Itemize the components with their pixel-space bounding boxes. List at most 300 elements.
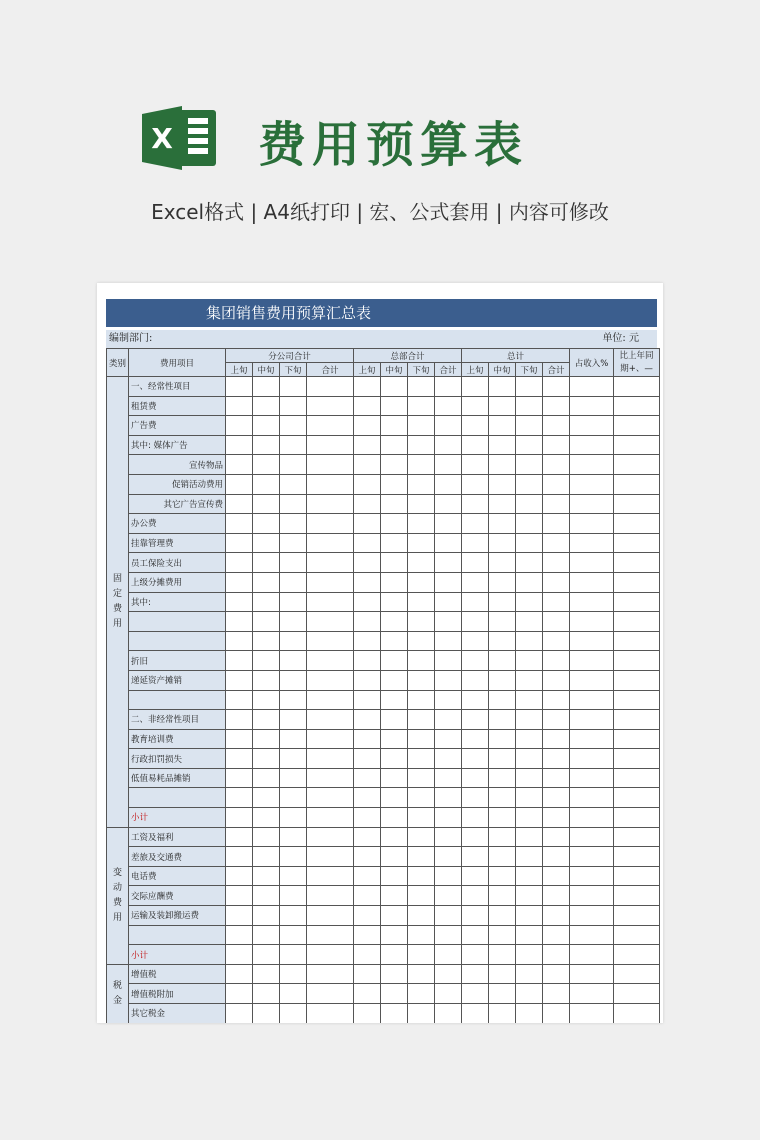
item-cell[interactable]: 租赁费 (129, 396, 226, 416)
value-cell[interactable] (543, 435, 570, 455)
value-cell[interactable] (516, 455, 543, 475)
value-cell[interactable] (516, 945, 543, 965)
value-cell[interactable] (570, 827, 614, 847)
value-cell[interactable] (307, 729, 354, 749)
value-cell[interactable] (516, 651, 543, 671)
value-cell[interactable] (354, 396, 381, 416)
value-cell[interactable] (489, 416, 516, 436)
value-cell[interactable] (462, 768, 489, 788)
value-cell[interactable] (489, 631, 516, 651)
value-cell[interactable] (354, 435, 381, 455)
value-cell[interactable] (226, 474, 253, 494)
value-cell[interactable] (614, 964, 660, 984)
value-cell[interactable] (307, 808, 354, 828)
value-cell[interactable] (307, 984, 354, 1004)
item-cell[interactable]: 差旅及交通费 (129, 847, 226, 867)
value-cell[interactable] (253, 553, 280, 573)
value-cell[interactable] (408, 906, 435, 926)
value-cell[interactable] (489, 1004, 516, 1024)
value-cell[interactable] (381, 651, 408, 671)
value-cell[interactable] (381, 416, 408, 436)
value-cell[interactable] (381, 1004, 408, 1024)
item-cell[interactable]: 促销活动费用 (129, 474, 226, 494)
value-cell[interactable] (381, 455, 408, 475)
value-cell[interactable] (516, 377, 543, 397)
value-cell[interactable] (435, 964, 462, 984)
value-cell[interactable] (381, 553, 408, 573)
value-cell[interactable] (307, 455, 354, 475)
value-cell[interactable] (354, 906, 381, 926)
value-cell[interactable] (570, 690, 614, 710)
value-cell[interactable] (614, 435, 660, 455)
value-cell[interactable] (354, 964, 381, 984)
value-cell[interactable] (570, 670, 614, 690)
value-cell[interactable] (226, 690, 253, 710)
value-cell[interactable] (280, 494, 307, 514)
value-cell[interactable] (435, 572, 462, 592)
value-cell[interactable] (614, 847, 660, 867)
value-cell[interactable] (462, 377, 489, 397)
value-cell[interactable] (543, 670, 570, 690)
value-cell[interactable] (253, 925, 280, 945)
value-cell[interactable] (570, 435, 614, 455)
value-cell[interactable] (516, 827, 543, 847)
value-cell[interactable] (435, 592, 462, 612)
value-cell[interactable] (381, 925, 408, 945)
value-cell[interactable] (489, 808, 516, 828)
value-cell[interactable] (354, 377, 381, 397)
value-cell[interactable] (570, 788, 614, 808)
value-cell[interactable] (435, 455, 462, 475)
value-cell[interactable] (408, 377, 435, 397)
value-cell[interactable] (381, 729, 408, 749)
value-cell[interactable] (253, 768, 280, 788)
value-cell[interactable] (381, 514, 408, 534)
value-cell[interactable] (489, 612, 516, 632)
value-cell[interactable] (226, 651, 253, 671)
value-cell[interactable] (253, 827, 280, 847)
value-cell[interactable] (570, 631, 614, 651)
value-cell[interactable] (614, 808, 660, 828)
value-cell[interactable] (489, 729, 516, 749)
value-cell[interactable] (489, 533, 516, 553)
item-cell[interactable]: 折旧 (129, 651, 226, 671)
item-cell[interactable] (129, 612, 226, 632)
value-cell[interactable] (543, 514, 570, 534)
value-cell[interactable] (489, 847, 516, 867)
value-cell[interactable] (408, 690, 435, 710)
value-cell[interactable] (253, 964, 280, 984)
value-cell[interactable] (435, 729, 462, 749)
value-cell[interactable] (489, 749, 516, 769)
value-cell[interactable] (462, 847, 489, 867)
value-cell[interactable] (462, 670, 489, 690)
value-cell[interactable] (516, 396, 543, 416)
value-cell[interactable] (226, 749, 253, 769)
value-cell[interactable] (489, 827, 516, 847)
value-cell[interactable] (253, 494, 280, 514)
value-cell[interactable] (253, 749, 280, 769)
value-cell[interactable] (543, 572, 570, 592)
value-cell[interactable] (381, 984, 408, 1004)
value-cell[interactable] (614, 945, 660, 965)
value-cell[interactable] (381, 592, 408, 612)
value-cell[interactable] (307, 710, 354, 730)
value-cell[interactable] (226, 964, 253, 984)
value-cell[interactable] (253, 729, 280, 749)
value-cell[interactable] (614, 592, 660, 612)
value-cell[interactable] (381, 494, 408, 514)
value-cell[interactable] (226, 533, 253, 553)
value-cell[interactable] (435, 847, 462, 867)
value-cell[interactable] (253, 984, 280, 1004)
value-cell[interactable] (489, 945, 516, 965)
value-cell[interactable] (381, 631, 408, 651)
value-cell[interactable] (516, 670, 543, 690)
value-cell[interactable] (253, 670, 280, 690)
value-cell[interactable] (543, 592, 570, 612)
value-cell[interactable] (307, 866, 354, 886)
value-cell[interactable] (516, 474, 543, 494)
value-cell[interactable] (354, 612, 381, 632)
value-cell[interactable] (226, 553, 253, 573)
value-cell[interactable] (354, 631, 381, 651)
value-cell[interactable] (489, 553, 516, 573)
value-cell[interactable] (408, 729, 435, 749)
value-cell[interactable] (543, 710, 570, 730)
value-cell[interactable] (226, 670, 253, 690)
value-cell[interactable] (543, 886, 570, 906)
value-cell[interactable] (462, 886, 489, 906)
value-cell[interactable] (543, 906, 570, 926)
value-cell[interactable] (307, 651, 354, 671)
value-cell[interactable] (408, 984, 435, 1004)
value-cell[interactable] (462, 945, 489, 965)
value-cell[interactable] (570, 494, 614, 514)
value-cell[interactable] (253, 377, 280, 397)
value-cell[interactable] (543, 553, 570, 573)
value-cell[interactable] (408, 925, 435, 945)
value-cell[interactable] (489, 788, 516, 808)
value-cell[interactable] (614, 925, 660, 945)
value-cell[interactable] (435, 631, 462, 651)
value-cell[interactable] (435, 886, 462, 906)
value-cell[interactable] (280, 651, 307, 671)
item-cell[interactable]: 电话费 (129, 866, 226, 886)
item-cell[interactable]: 其它税金 (129, 1004, 226, 1024)
value-cell[interactable] (543, 788, 570, 808)
value-cell[interactable] (570, 925, 614, 945)
value-cell[interactable] (253, 572, 280, 592)
value-cell[interactable] (570, 710, 614, 730)
value-cell[interactable] (354, 866, 381, 886)
item-cell[interactable]: 广告费 (129, 416, 226, 436)
value-cell[interactable] (435, 514, 462, 534)
value-cell[interactable] (354, 729, 381, 749)
value-cell[interactable] (354, 553, 381, 573)
value-cell[interactable] (381, 435, 408, 455)
value-cell[interactable] (570, 553, 614, 573)
value-cell[interactable] (462, 690, 489, 710)
value-cell[interactable] (614, 729, 660, 749)
value-cell[interactable] (543, 925, 570, 945)
value-cell[interactable] (354, 690, 381, 710)
value-cell[interactable] (462, 788, 489, 808)
value-cell[interactable] (280, 690, 307, 710)
value-cell[interactable] (354, 455, 381, 475)
item-cell[interactable]: 递延资产摊销 (129, 670, 226, 690)
value-cell[interactable] (435, 827, 462, 847)
value-cell[interactable] (462, 710, 489, 730)
value-cell[interactable] (354, 925, 381, 945)
value-cell[interactable] (543, 729, 570, 749)
value-cell[interactable] (614, 768, 660, 788)
value-cell[interactable] (307, 925, 354, 945)
value-cell[interactable] (253, 808, 280, 828)
value-cell[interactable] (253, 906, 280, 926)
value-cell[interactable] (408, 827, 435, 847)
value-cell[interactable] (307, 592, 354, 612)
value-cell[interactable] (381, 788, 408, 808)
value-cell[interactable] (543, 984, 570, 1004)
value-cell[interactable] (570, 768, 614, 788)
value-cell[interactable] (435, 553, 462, 573)
value-cell[interactable] (614, 533, 660, 553)
value-cell[interactable] (226, 984, 253, 1004)
value-cell[interactable] (253, 416, 280, 436)
item-cell[interactable]: 运输及装卸搬运费 (129, 906, 226, 926)
value-cell[interactable] (354, 827, 381, 847)
value-cell[interactable] (462, 533, 489, 553)
value-cell[interactable] (462, 474, 489, 494)
value-cell[interactable] (354, 749, 381, 769)
value-cell[interactable] (435, 945, 462, 965)
value-cell[interactable] (614, 612, 660, 632)
value-cell[interactable] (408, 435, 435, 455)
value-cell[interactable] (354, 808, 381, 828)
value-cell[interactable] (614, 984, 660, 1004)
value-cell[interactable] (226, 906, 253, 926)
value-cell[interactable] (543, 866, 570, 886)
value-cell[interactable] (516, 494, 543, 514)
value-cell[interactable] (408, 788, 435, 808)
value-cell[interactable] (435, 749, 462, 769)
value-cell[interactable] (570, 416, 614, 436)
value-cell[interactable] (489, 925, 516, 945)
value-cell[interactable] (253, 533, 280, 553)
value-cell[interactable] (408, 514, 435, 534)
value-cell[interactable] (516, 514, 543, 534)
value-cell[interactable] (543, 1004, 570, 1024)
value-cell[interactable] (489, 494, 516, 514)
value-cell[interactable] (435, 1004, 462, 1024)
value-cell[interactable] (435, 768, 462, 788)
value-cell[interactable] (489, 651, 516, 671)
value-cell[interactable] (408, 651, 435, 671)
value-cell[interactable] (226, 945, 253, 965)
value-cell[interactable] (462, 514, 489, 534)
value-cell[interactable] (381, 710, 408, 730)
value-cell[interactable] (543, 749, 570, 769)
value-cell[interactable] (354, 670, 381, 690)
value-cell[interactable] (280, 866, 307, 886)
value-cell[interactable] (489, 670, 516, 690)
value-cell[interactable] (614, 670, 660, 690)
value-cell[interactable] (354, 514, 381, 534)
value-cell[interactable] (570, 533, 614, 553)
value-cell[interactable] (307, 533, 354, 553)
item-cell[interactable]: 低值易耗品摊销 (129, 768, 226, 788)
value-cell[interactable] (614, 690, 660, 710)
value-cell[interactable] (381, 690, 408, 710)
value-cell[interactable] (280, 612, 307, 632)
value-cell[interactable] (570, 808, 614, 828)
value-cell[interactable] (280, 592, 307, 612)
value-cell[interactable] (226, 729, 253, 749)
value-cell[interactable] (354, 416, 381, 436)
value-cell[interactable] (226, 435, 253, 455)
value-cell[interactable] (408, 572, 435, 592)
value-cell[interactable] (408, 847, 435, 867)
value-cell[interactable] (280, 749, 307, 769)
value-cell[interactable] (307, 494, 354, 514)
value-cell[interactable] (307, 377, 354, 397)
value-cell[interactable] (408, 631, 435, 651)
value-cell[interactable] (489, 866, 516, 886)
value-cell[interactable] (381, 572, 408, 592)
value-cell[interactable] (435, 906, 462, 926)
item-cell[interactable]: 行政扣罚损失 (129, 749, 226, 769)
value-cell[interactable] (354, 768, 381, 788)
value-cell[interactable] (462, 925, 489, 945)
value-cell[interactable] (226, 886, 253, 906)
value-cell[interactable] (307, 396, 354, 416)
item-cell[interactable]: 其它广告宣传费 (129, 494, 226, 514)
value-cell[interactable] (307, 670, 354, 690)
value-cell[interactable] (280, 474, 307, 494)
value-cell[interactable] (226, 847, 253, 867)
value-cell[interactable] (516, 533, 543, 553)
value-cell[interactable] (307, 827, 354, 847)
value-cell[interactable] (462, 631, 489, 651)
value-cell[interactable] (307, 768, 354, 788)
value-cell[interactable] (435, 435, 462, 455)
value-cell[interactable] (435, 808, 462, 828)
value-cell[interactable] (614, 553, 660, 573)
value-cell[interactable] (543, 631, 570, 651)
item-cell[interactable] (129, 631, 226, 651)
value-cell[interactable] (408, 945, 435, 965)
value-cell[interactable] (570, 572, 614, 592)
value-cell[interactable] (381, 866, 408, 886)
value-cell[interactable] (307, 690, 354, 710)
value-cell[interactable] (381, 396, 408, 416)
item-cell[interactable]: 一、经常性项目 (129, 377, 226, 397)
value-cell[interactable] (253, 651, 280, 671)
value-cell[interactable] (226, 416, 253, 436)
value-cell[interactable] (253, 1004, 280, 1024)
value-cell[interactable] (226, 396, 253, 416)
value-cell[interactable] (489, 474, 516, 494)
value-cell[interactable] (381, 827, 408, 847)
value-cell[interactable] (408, 612, 435, 632)
value-cell[interactable] (614, 455, 660, 475)
value-cell[interactable] (614, 906, 660, 926)
value-cell[interactable] (307, 514, 354, 534)
value-cell[interactable] (280, 710, 307, 730)
value-cell[interactable] (489, 984, 516, 1004)
value-cell[interactable] (570, 906, 614, 926)
value-cell[interactable] (253, 710, 280, 730)
value-cell[interactable] (226, 494, 253, 514)
value-cell[interactable] (462, 455, 489, 475)
value-cell[interactable] (435, 416, 462, 436)
item-cell[interactable] (129, 925, 226, 945)
value-cell[interactable] (489, 768, 516, 788)
value-cell[interactable] (280, 553, 307, 573)
value-cell[interactable] (614, 749, 660, 769)
value-cell[interactable] (435, 377, 462, 397)
value-cell[interactable] (226, 592, 253, 612)
value-cell[interactable] (280, 964, 307, 984)
value-cell[interactable] (408, 592, 435, 612)
value-cell[interactable] (614, 474, 660, 494)
value-cell[interactable] (462, 416, 489, 436)
value-cell[interactable] (543, 396, 570, 416)
value-cell[interactable] (516, 1004, 543, 1024)
value-cell[interactable] (489, 906, 516, 926)
value-cell[interactable] (489, 435, 516, 455)
value-cell[interactable] (435, 670, 462, 690)
value-cell[interactable] (516, 788, 543, 808)
item-cell[interactable] (129, 788, 226, 808)
value-cell[interactable] (226, 925, 253, 945)
value-cell[interactable] (614, 494, 660, 514)
value-cell[interactable] (280, 396, 307, 416)
value-cell[interactable] (543, 808, 570, 828)
value-cell[interactable] (570, 612, 614, 632)
value-cell[interactable] (226, 827, 253, 847)
value-cell[interactable] (307, 749, 354, 769)
value-cell[interactable] (280, 455, 307, 475)
value-cell[interactable] (516, 847, 543, 867)
value-cell[interactable] (570, 474, 614, 494)
value-cell[interactable] (408, 768, 435, 788)
value-cell[interactable] (489, 690, 516, 710)
value-cell[interactable] (435, 612, 462, 632)
value-cell[interactable] (253, 612, 280, 632)
value-cell[interactable] (408, 964, 435, 984)
value-cell[interactable] (280, 886, 307, 906)
value-cell[interactable] (516, 631, 543, 651)
value-cell[interactable] (381, 808, 408, 828)
value-cell[interactable] (462, 572, 489, 592)
value-cell[interactable] (408, 416, 435, 436)
value-cell[interactable] (408, 1004, 435, 1024)
value-cell[interactable] (516, 553, 543, 573)
value-cell[interactable] (462, 964, 489, 984)
item-cell[interactable] (129, 690, 226, 710)
value-cell[interactable] (253, 945, 280, 965)
value-cell[interactable] (280, 808, 307, 828)
value-cell[interactable] (408, 710, 435, 730)
value-cell[interactable] (408, 474, 435, 494)
value-cell[interactable] (280, 377, 307, 397)
value-cell[interactable] (489, 377, 516, 397)
value-cell[interactable] (253, 788, 280, 808)
value-cell[interactable] (516, 612, 543, 632)
value-cell[interactable] (516, 710, 543, 730)
